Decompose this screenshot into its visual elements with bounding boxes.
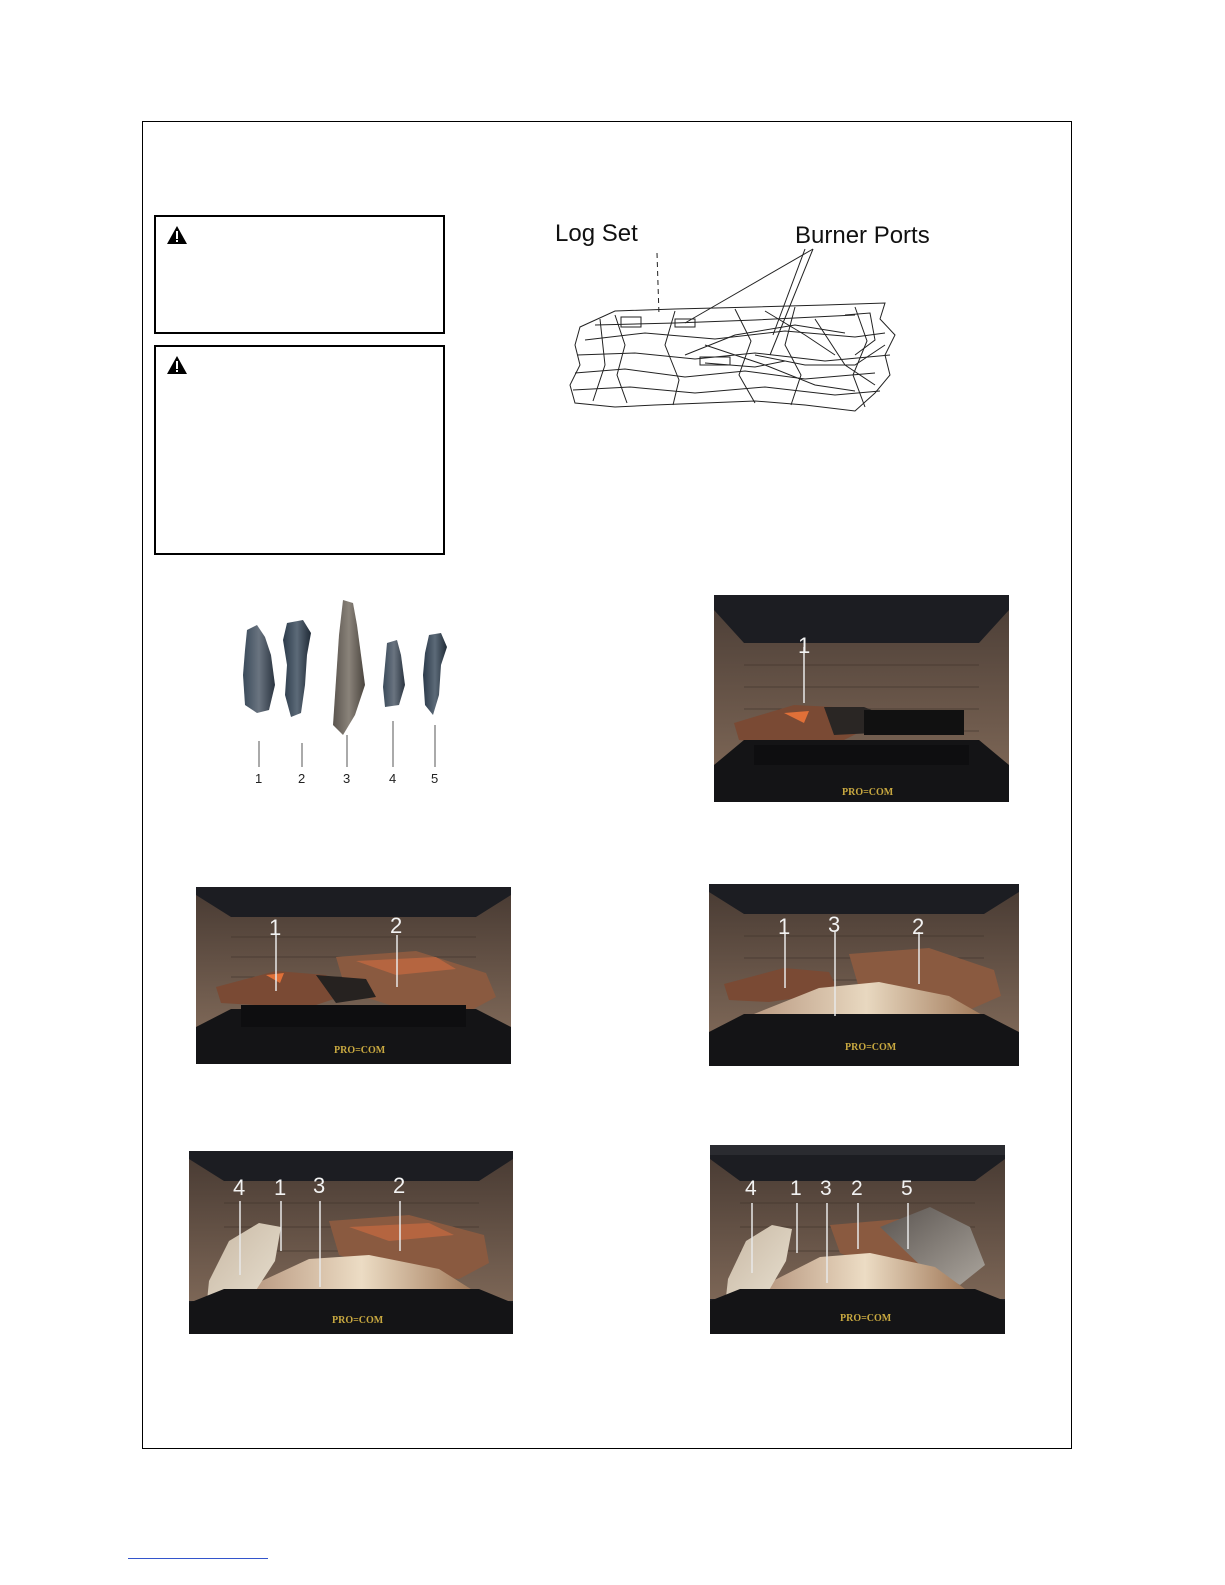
step2-label-1: 1 — [269, 915, 282, 940]
step3-label-1: 1 — [778, 914, 791, 939]
step1-photo — [714, 595, 1009, 802]
step5-photo — [710, 1145, 1005, 1334]
burner-ports-label: Burner Ports — [795, 222, 930, 249]
step2-label-2: 2 — [390, 913, 403, 938]
step5-label-4: 4 — [745, 1177, 757, 1200]
step4-label-4: 4 — [233, 1175, 246, 1200]
step5-label-1: 1 — [790, 1177, 802, 1200]
step3-brand: PRO=COM — [845, 1042, 897, 1053]
log-5-image — [423, 633, 447, 715]
log-set-line-drawing — [555, 215, 955, 425]
step1-brand: PRO=COM — [842, 787, 894, 798]
step4-photo — [189, 1151, 513, 1334]
step2-photo — [196, 887, 511, 1064]
warning-box-1 — [154, 215, 445, 334]
log-pieces-overview — [225, 595, 465, 790]
log-number-4: 4 — [389, 771, 397, 786]
footer-link-underline — [128, 1558, 268, 1559]
log-2-image — [283, 620, 311, 717]
log-4-image — [383, 640, 405, 707]
warning-triangle-icon — [166, 225, 188, 245]
log-set-label: Log Set — [555, 220, 638, 247]
warning-triangle-icon — [166, 355, 188, 375]
step5-label-2: 2 — [851, 1177, 863, 1200]
warning-box-2 — [154, 345, 445, 555]
step4-brand: PRO=COM — [332, 1315, 384, 1326]
log-set-burner-diagram — [555, 215, 955, 425]
step5-brand: PRO=COM — [840, 1313, 892, 1324]
step1-label-1: 1 — [798, 633, 811, 658]
step4-label-3: 3 — [313, 1173, 326, 1198]
log-1-image — [243, 625, 275, 713]
step5-label-5: 5 — [901, 1177, 913, 1200]
step3-label-2: 2 — [912, 914, 925, 939]
log-number-3: 3 — [343, 771, 351, 786]
step3-label-3: 3 — [828, 912, 841, 937]
log-3-image — [333, 600, 365, 735]
log-number-1: 1 — [255, 771, 263, 786]
step3-photo — [709, 884, 1019, 1066]
step4-label-1: 1 — [274, 1175, 287, 1200]
log-number-5: 5 — [431, 771, 439, 786]
step2-brand: PRO=COM — [334, 1045, 386, 1056]
step4-label-2: 2 — [393, 1173, 406, 1198]
log-number-2: 2 — [298, 771, 306, 786]
step5-label-3: 3 — [820, 1177, 832, 1200]
